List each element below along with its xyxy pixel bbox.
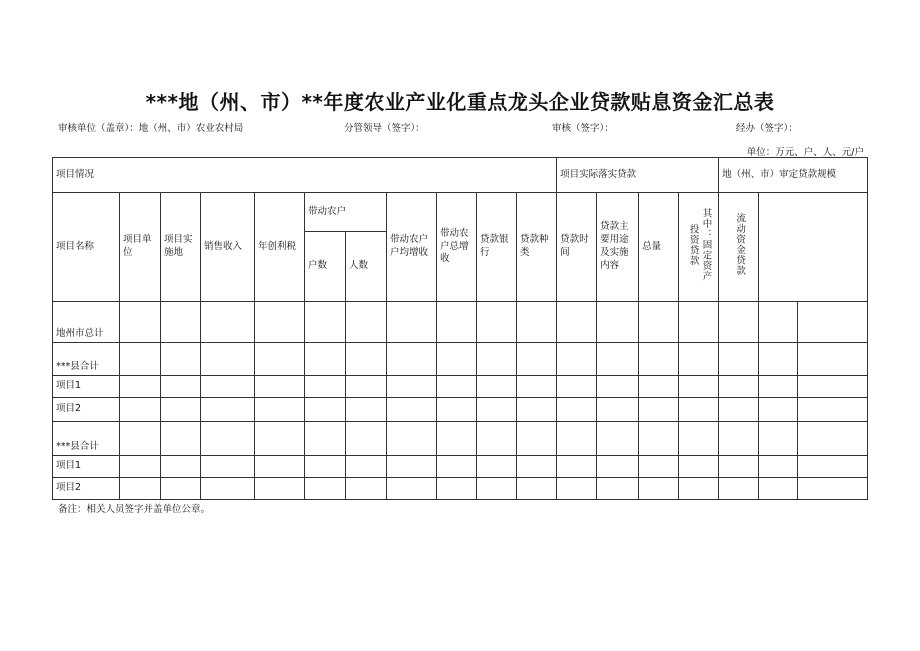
table-cell — [557, 342, 597, 375]
audit-unit-label: 审核单位（盖章）：地（州、市）农业农村局 — [58, 123, 244, 134]
table-cell — [759, 455, 798, 477]
table-cell — [719, 421, 759, 455]
table-cell — [161, 421, 201, 455]
summary-table — [52, 157, 868, 500]
table-cell — [346, 301, 387, 342]
table-cell — [201, 455, 255, 477]
table-cell — [679, 397, 719, 421]
table-cell — [639, 375, 679, 397]
table-cell — [639, 301, 679, 342]
table-cell — [639, 455, 679, 477]
table-row — [53, 477, 868, 499]
table-cell — [255, 397, 305, 421]
header-project-unit: 项目单位 — [120, 193, 161, 302]
table-cell — [639, 342, 679, 375]
table-cell — [517, 477, 557, 499]
header-loan-type: 贷款种类 — [517, 193, 557, 302]
table-cell — [346, 375, 387, 397]
table-cell — [161, 375, 201, 397]
table-cell — [201, 342, 255, 375]
table-cell — [437, 455, 477, 477]
table-cell — [597, 342, 639, 375]
table-cell — [387, 421, 437, 455]
table-cell — [798, 477, 868, 499]
table-cell — [437, 397, 477, 421]
table-cell — [679, 421, 719, 455]
table-cell — [639, 477, 679, 499]
table-cell — [798, 397, 868, 421]
table-cell — [639, 421, 679, 455]
table-cell — [798, 375, 868, 397]
footnote: 备注：相关人员签字并盖单位公章。 — [58, 504, 211, 515]
table-cell — [120, 375, 161, 397]
row-label: ***县合计 — [53, 342, 120, 375]
table-cell — [120, 397, 161, 421]
table-cell — [305, 375, 346, 397]
header-project-info: 项目情况 — [53, 158, 557, 193]
row-label: 项目1 — [53, 375, 120, 397]
table-cell — [517, 301, 557, 342]
table-row — [53, 301, 868, 342]
table-cell — [759, 301, 798, 342]
table-cell — [557, 397, 597, 421]
table-cell — [719, 397, 759, 421]
table-cell — [201, 397, 255, 421]
table-cell — [557, 421, 597, 455]
table-cell — [557, 301, 597, 342]
table-cell — [161, 477, 201, 499]
table-cell — [759, 342, 798, 375]
table-cell — [255, 342, 305, 375]
table-cell — [437, 301, 477, 342]
table-cell — [477, 421, 517, 455]
table-cell — [387, 301, 437, 342]
header-drive-farmers: 带动农户 — [305, 193, 387, 232]
table-cell — [597, 421, 639, 455]
table-cell — [557, 477, 597, 499]
table-cell — [161, 397, 201, 421]
table-cell — [517, 455, 557, 477]
table-cell — [477, 397, 517, 421]
table-cell — [120, 455, 161, 477]
table-cell — [437, 477, 477, 499]
table-cell — [120, 342, 161, 375]
header-loan-bank: 贷款银行 — [477, 193, 517, 302]
table-cell — [477, 455, 517, 477]
table-cell — [305, 301, 346, 342]
table-cell — [557, 375, 597, 397]
table-cell — [305, 397, 346, 421]
table-cell — [387, 477, 437, 499]
header-working-capital-loan — [719, 193, 759, 302]
table-cell — [437, 375, 477, 397]
table-cell — [477, 342, 517, 375]
table-cell — [346, 477, 387, 499]
table-cell — [305, 342, 346, 375]
header-project-location: 项目实施地 — [161, 193, 201, 302]
header-total: 总量 — [639, 193, 679, 302]
table-cell — [346, 455, 387, 477]
header-people: 人数 — [346, 231, 387, 301]
header-of-which: 其中： — [700, 207, 712, 240]
table-cell — [679, 455, 719, 477]
table-cell — [201, 301, 255, 342]
table-row — [53, 375, 868, 397]
table-cell — [346, 397, 387, 421]
table-cell — [798, 455, 868, 477]
header-fixed-asset-loan — [679, 193, 719, 302]
table-cell — [255, 375, 305, 397]
row-label: 项目2 — [53, 397, 120, 421]
table-cell — [759, 477, 798, 499]
header-fixed-asset-label: 固定资产投资贷款 — [687, 223, 712, 282]
table-cell — [477, 375, 517, 397]
table-cell — [161, 342, 201, 375]
table-cell — [798, 301, 868, 342]
table-cell — [201, 421, 255, 455]
table-cell — [679, 477, 719, 499]
table-cell — [719, 301, 759, 342]
table-cell — [346, 342, 387, 375]
table-cell — [255, 477, 305, 499]
table-cell — [161, 455, 201, 477]
header-loan-use: 贷款主要用途及实施内容 — [597, 193, 639, 302]
header-sales-revenue: 销售收入 — [201, 193, 255, 302]
row-label: ***县合计 — [53, 421, 120, 455]
handler-signature-label: 经办（签字）： — [736, 123, 798, 134]
table-cell — [120, 421, 161, 455]
table-cell — [597, 455, 639, 477]
table-cell — [798, 421, 868, 455]
table-cell — [517, 421, 557, 455]
reviewer-signature-label: 审核（签字）： — [552, 123, 614, 134]
header-avg-income: 带动农户户均增收 — [387, 193, 437, 302]
page-title: ***地（州、市）**年度农业产业化重点龙头企业贷款贴息资金汇总表 — [145, 90, 775, 114]
table-cell — [517, 375, 557, 397]
table-cell — [759, 375, 798, 397]
table-cell — [201, 375, 255, 397]
table-cell — [719, 477, 759, 499]
table-cell — [120, 301, 161, 342]
table-cell — [437, 342, 477, 375]
header-actual-loan: 项目实际落实贷款 — [557, 158, 719, 193]
row-label: 项目1 — [53, 455, 120, 477]
table-cell — [255, 301, 305, 342]
table-cell — [346, 421, 387, 455]
table-cell — [120, 477, 161, 499]
table-cell — [639, 397, 679, 421]
table-row — [53, 421, 868, 455]
table-cell — [798, 342, 868, 375]
leader-signature-label: 分管领导（签字）： — [344, 123, 425, 134]
table-cell — [387, 342, 437, 375]
table-cell — [161, 301, 201, 342]
header-households: 户数 — [305, 231, 346, 301]
table-cell — [759, 421, 798, 455]
header-loan-time: 贷款时间 — [557, 193, 597, 302]
table-cell — [719, 375, 759, 397]
table-cell — [679, 342, 719, 375]
table-cell — [759, 397, 798, 421]
table-cell — [305, 421, 346, 455]
table-cell — [255, 421, 305, 455]
table-cell — [719, 455, 759, 477]
row-label: 项目2 — [53, 477, 120, 499]
table-cell — [387, 397, 437, 421]
table-cell — [387, 455, 437, 477]
table-cell — [437, 421, 477, 455]
table-row — [53, 342, 868, 375]
table-cell — [597, 375, 639, 397]
table-cell — [477, 477, 517, 499]
table-row — [53, 397, 868, 421]
header-project-name: 项目名称 — [53, 193, 120, 302]
header-working-capital-label: 流动资金贷款 — [734, 213, 746, 277]
row-label: 地州市总计 — [53, 301, 120, 342]
table-cell — [387, 375, 437, 397]
table-cell — [679, 375, 719, 397]
table-cell — [597, 397, 639, 421]
header-profit-tax: 年创利税 — [255, 193, 305, 302]
table-cell — [679, 301, 719, 342]
header-approved-loan: 地（州、市）审定贷款规模 — [719, 158, 868, 193]
table-cell — [597, 301, 639, 342]
table-cell — [477, 301, 517, 342]
table-row — [53, 455, 868, 477]
table-cell — [305, 455, 346, 477]
table-cell — [719, 342, 759, 375]
table-cell — [255, 455, 305, 477]
table-cell — [597, 477, 639, 499]
header-total-income: 带动农户总增收 — [437, 193, 477, 302]
table-cell — [201, 477, 255, 499]
table-cell — [517, 397, 557, 421]
table-cell — [557, 455, 597, 477]
table-cell — [517, 342, 557, 375]
table-cell — [305, 477, 346, 499]
unit-label: 单位：万元、户、人、元/户 — [746, 147, 864, 158]
